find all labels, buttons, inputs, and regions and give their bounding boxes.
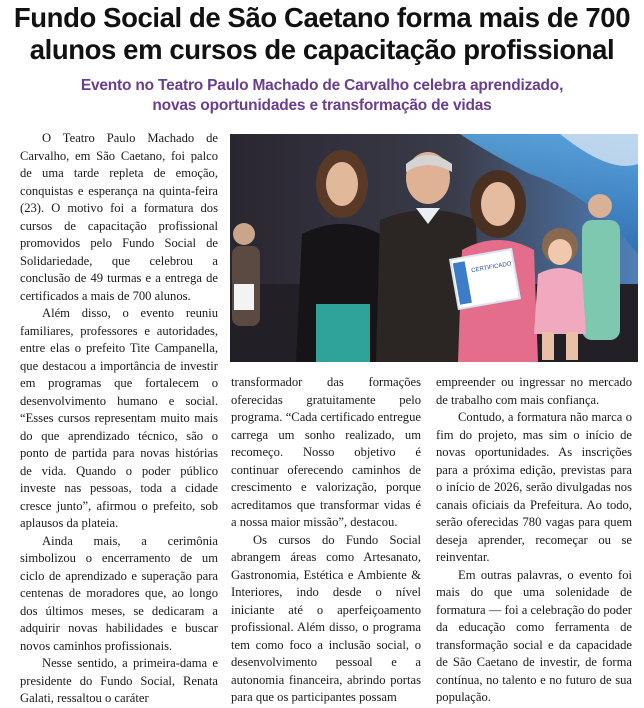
article-column-3 <box>436 374 632 707</box>
article-column-2 <box>231 374 421 707</box>
paragraph: Nesse sentido, a primeira-dama e presidente do Fundo Social, Renata Galati, ressaltou o caráter <box>20 656 218 705</box>
headline-line-2: alunos em cursos de capacitação profissional <box>29 34 615 65</box>
subhead-line-1: Evento no Teatro Paulo Machado de Carvalho celebra aprendizado, <box>80 77 564 94</box>
paragraph: Ainda mais, a cerimônia simbolizou o encerramento de um ciclo de aprendizado e superação para centenas de moradores que, ao longo dos últimos meses, se dedicaram a adquirir novas habilidades e buscar novos caminhos profissionais. <box>20 533 218 653</box>
paragraph: Além disso, o evento reuniu familiares, professores e autoridades, entre elas o prefeito Tite Campanella, que destacou a importância de investir em programas que fortalecem o desenvolvimento humano e social. “Esses cursos representam muito mais do que aprendizado técnico, são o ponto de partida para novas histórias de vida. Quando o poder público investe nas pessoas, toda a cidade cresce junto”, afirmou o prefeito, sob aplausos da plateia. <box>20 306 218 530</box>
event-photo-illustration <box>230 134 638 362</box>
headline-line-1: Fundo Social de São Caetano forma mais de 700 <box>13 2 631 33</box>
event-photo <box>230 134 638 362</box>
paragraph: empreender ou ingressar no mercado de trabalho com mais confiança. <box>436 375 632 407</box>
paragraph: Os cursos do Fundo Social abrangem áreas como Artesanato, Gastronomia, Estética e Ambiente & Interiores, indo desde o nível iniciante até o aperfeiçoamento profissional. Além disso, o programa tem como foco a inclusão social, o desenvolvimento pessoal e a autonomia financeira, abrindo portas para que os participantes possam <box>231 532 421 704</box>
headline <box>0 2 644 66</box>
paragraph: transformador das formações oferecidas gratuitamente pelo programa. “Cada certificado entregue carrega um sonho realizado, um recomeço. Nosso objetivo é continuar oferecendo caminhos de crescimento e valorização, porque acreditamos que transformar vidas é a nossa maior missão”, destacou. <box>231 375 421 529</box>
paragraph: Em outras palavras, o evento foi mais do que uma solenidade de formatura — foi a celebração do poder da educação como ferramenta de transformação social e da capacidade de São Caetano de investir, de forma contínua, no talento e no futuro de sua população. <box>436 567 632 704</box>
certificate-label: CERTIFICADO <box>470 261 512 275</box>
subheadline <box>0 76 644 116</box>
subhead-line-2: novas oportunidades e transformação de vidas <box>152 97 492 114</box>
article-column-1 <box>20 130 218 708</box>
paragraph: Contudo, a formatura não marca o fim do projeto, mas sim o início de novas oportunidades. As inscrições para a próxima edição, previstas para o início de 2026, serão divulgadas nos canais oficiais da Prefeitura. Ao todo, serão oferecidas 780 vagas para quem deseja aprender, recomeçar ou se reinventar. <box>436 410 632 564</box>
paragraph: O Teatro Paulo Machado de Carvalho, em São Caetano, foi palco de uma tarde repleta de emoção, conquistas e esperança na quinta-feira (23). O motivo foi a formatura dos cursos de capacitação profissional promovidos pelo Fundo Social de Solidariedade, que celebrou a conclusão de 49 turmas e a entrega de certificados a mais de 700 alunos. <box>20 131 218 303</box>
